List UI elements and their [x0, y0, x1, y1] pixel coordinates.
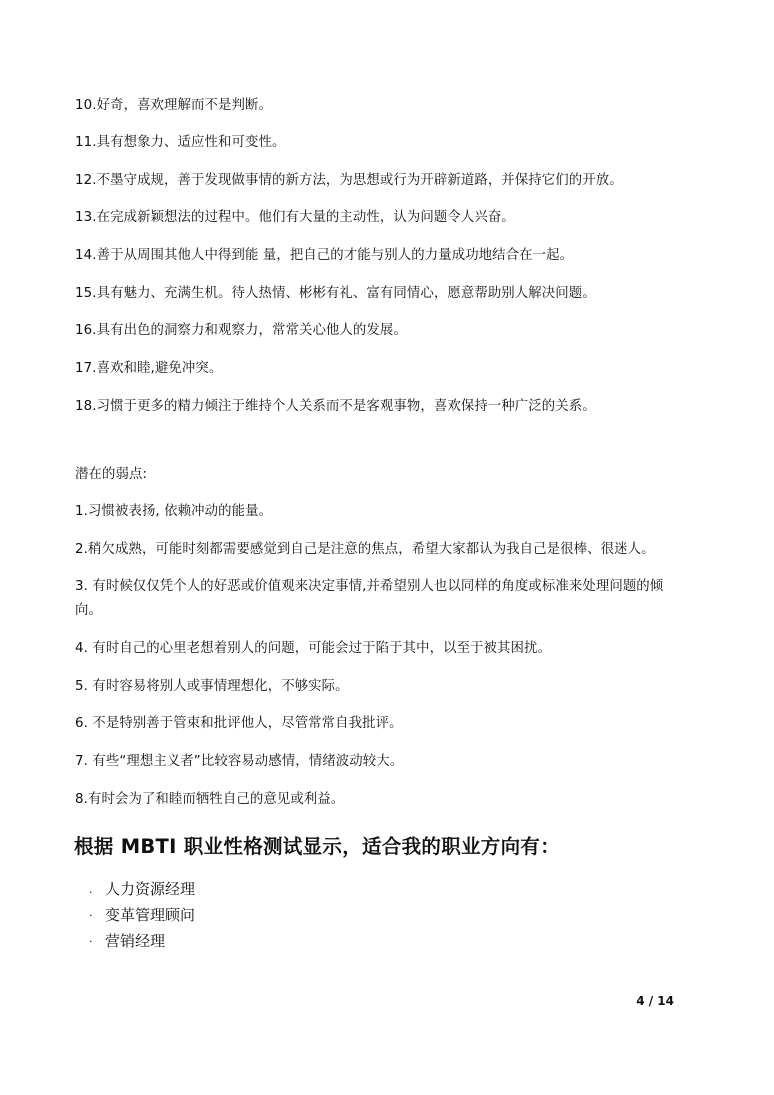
strength-item: 11.具有想象力、适应性和可变性。 [75, 135, 286, 150]
weakness-item: 2.稍欠成熟，可能时刻都需要感觉到自己是注意的焦点，希望大家都认为我自己是很棒、很迷人。 [75, 542, 655, 557]
weakness-item: 6. 不是特别善于管束和批评他人，尽管常常自我批评。 [75, 716, 403, 731]
strength-item: 16.具有出色的洞察力和观察力，常常关心他人的发展。 [75, 323, 407, 338]
strength-item: 14.善于从周围其他人中得到能 量，把自己的才能与别人的力量成功地结合在一起。 [75, 248, 574, 263]
strength-item: 18.习惯于更多的精力倾注于维持个人关系而不是客观事物，喜欢保持一种广泛的关系。 [75, 399, 596, 414]
weakness-item: 4. 有时自己的心里老想着别人的问题，可能会过于陷于其中，以至于被其困扰。 [75, 641, 552, 656]
weakness-item: 5. 有时容易将别人或事情理想化，不够实际。 [75, 679, 349, 694]
strength-item: 15.具有魅力、充满生机。待人热情、彬彬有礼、富有同情心，愿意帮助别人解决问题。 [75, 286, 596, 301]
career-label: 变革管理顾问 [105, 906, 196, 924]
weaknesses-title: 潜在的弱点: [75, 467, 148, 482]
bullet: · [89, 908, 93, 922]
weakness-item: 1.习惯被表扬, 依赖冲动的能量。 [75, 504, 273, 519]
weakness-item: 7. 有些“理想主义者”比较容易动感情，情绪波动较大。 [75, 754, 404, 769]
strength-item: 13.在完成新颖想法的过程中。他们有大量的主动性，认为问题令人兴奋。 [75, 210, 515, 225]
career-item [89, 930, 165, 953]
weakness-item: 3. 有时候仅仅凭个人的好恶或价值观来决定事情,并希望别人也以同样的角度或标准来处理问题的倾向。 [75, 579, 664, 618]
career-item [89, 878, 195, 901]
strength-item: 17.喜欢和睦,避免冲突。 [75, 361, 223, 376]
bullet: . [89, 882, 93, 896]
career-label: 营销经理 [105, 932, 166, 950]
bullet: · [89, 934, 93, 948]
careers-heading: 根据 MBTI 职业性格测试显示，适合我的职业方向有： [74, 835, 561, 858]
strength-item: 10.好奇，喜欢理解而不是判断。 [75, 98, 272, 113]
career-label: 人力资源经理 [105, 880, 196, 898]
strength-item: 12.不墨守成规，善于发现做事情的新方法，为思想或行为开辟新道路，并保持它们的开放。 [75, 173, 623, 188]
weakness-item: 8.有时会为了和睦而牺牲自己的意见或利益。 [75, 792, 345, 807]
page-number: 4 / 14 [636, 994, 674, 1008]
career-item [89, 904, 195, 927]
